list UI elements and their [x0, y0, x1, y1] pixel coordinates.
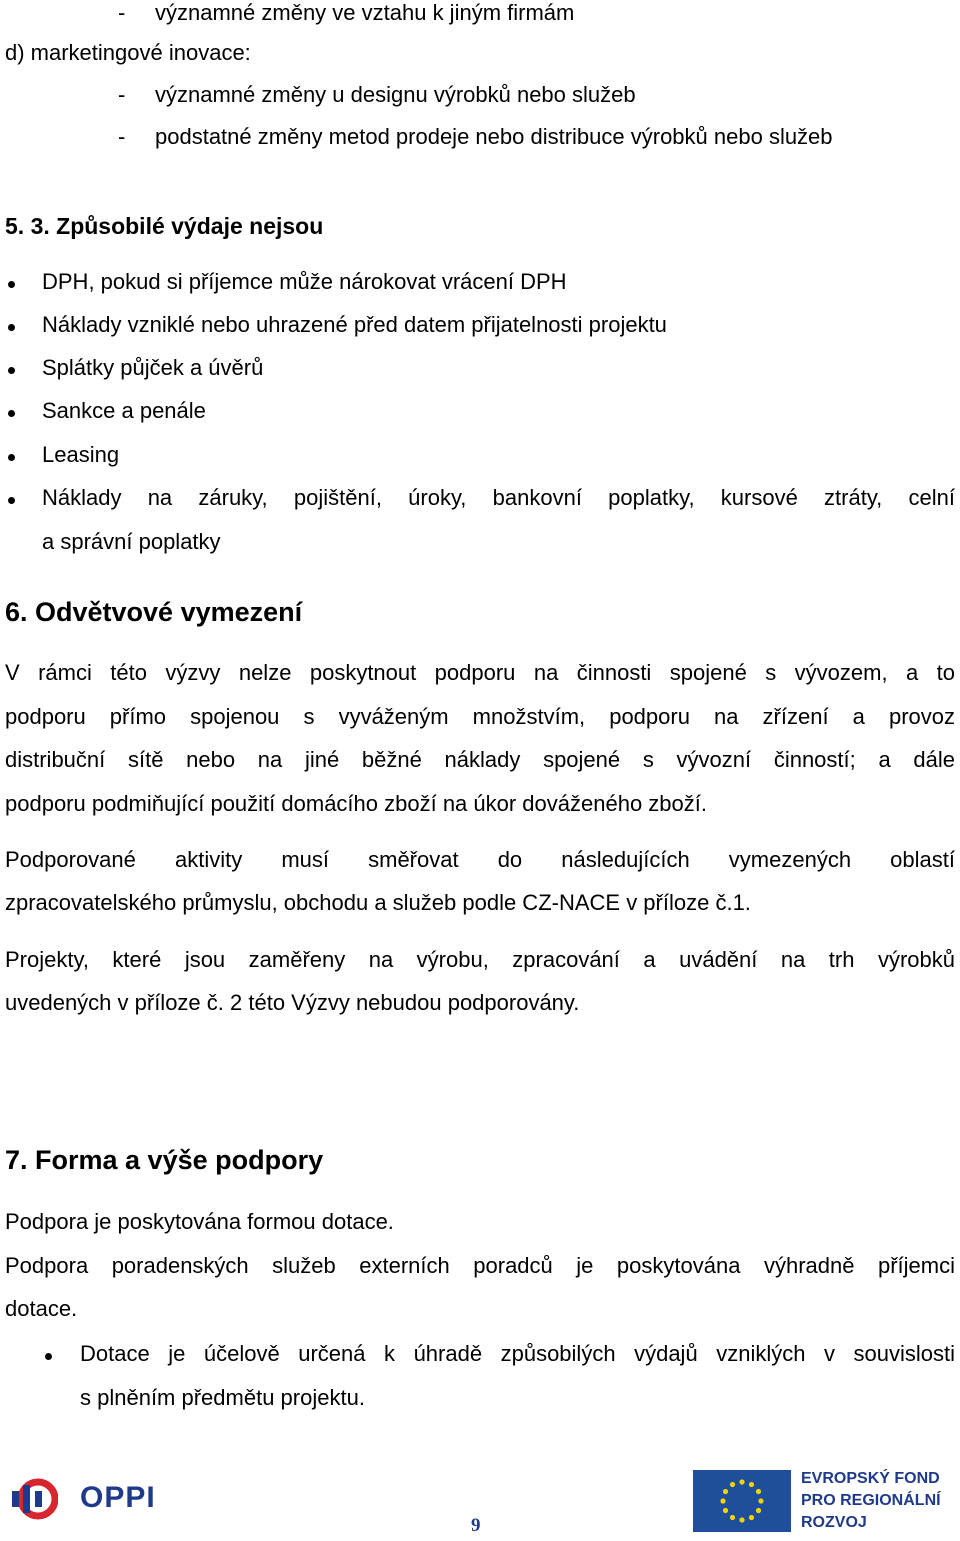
list-item: Leasing: [42, 442, 120, 467]
paragraph-line: uvedených v příloze č. 2 této Výzvy nebudou podporovány.: [5, 990, 580, 1015]
bullet-icon: [8, 497, 15, 504]
sub-heading: d) marketingové inovace:: [5, 40, 251, 65]
list-item: DPH, pokud si příjemce může nárokovat vrácení DPH: [42, 269, 567, 294]
oppi-emblem-icon: [12, 1475, 58, 1523]
section-heading: 5. 3. Způsobilé výdaje nejsou: [5, 213, 324, 239]
paragraph-line: dotace.: [5, 1296, 78, 1321]
section-heading: 6. Odvětvové vymezení: [5, 597, 303, 627]
list-item: významné změny u designu výrobků nebo služeb: [155, 82, 636, 107]
oppi-logo-text: OPPI: [80, 1481, 156, 1514]
oppi-logo: [12, 1473, 172, 1525]
paragraph-line: Podpora je poskytována formou dotace.: [5, 1209, 394, 1234]
bullet-icon: [8, 410, 15, 417]
paragraph-line: Podporované aktivity musí směřovat do následujících vymezených oblastí: [5, 847, 955, 872]
paragraph-line: podporu podmiňující použití domácího zboží na úkor dováženého zboží.: [5, 791, 708, 816]
list-item: významné změny ve vztahu k jiným firmám: [155, 0, 575, 25]
bullet-icon: [8, 324, 15, 331]
page-number: 9: [471, 1515, 481, 1536]
list-item: Náklady na záruky, pojištění, úroky, bankovní poplatky, kursové ztráty, celní: [42, 485, 955, 510]
dash-marker: -: [118, 82, 126, 107]
list-item: Dotace je účelově určená k úhradě způsobilých výdajů vzniklých v souvislosti: [80, 1341, 955, 1366]
eu-logo-line: EVROPSKÝ FOND: [801, 1470, 940, 1487]
paragraph-line: distribuční sítě nebo na jiné běžné náklady spojené s vývozní činností; a dále: [5, 747, 955, 772]
list-item-continuation: a správní poplatky: [42, 529, 221, 554]
section-heading: 7. Forma a výše podpory: [5, 1145, 324, 1175]
bullet-icon: [45, 1353, 52, 1360]
paragraph-line: podporu přímo spojenou s vyváženým množstvím, podporu na zřízení a provoz: [5, 704, 955, 729]
paragraph-line: Projekty, které jsou zaměřeny na výrobu, zpracování a uvádění na trh výrobků: [5, 947, 955, 972]
eu-flag-icon: [693, 1470, 791, 1532]
paragraph-line: Podpora poradenských služeb externích poradců je poskytována výhradně příjemci: [5, 1253, 955, 1278]
list-item: podstatné změny metod prodeje nebo distribuce výrobků nebo služeb: [155, 124, 833, 149]
eu-logo-line: ROZVOJ: [801, 1514, 867, 1531]
list-item-continuation: s plněním předmětu projektu.: [80, 1385, 365, 1410]
bullet-icon: [8, 367, 15, 374]
dash-marker: -: [118, 124, 126, 149]
list-item: Náklady vzniklé nebo uhrazené před datem přijatelnosti projektu: [42, 312, 667, 337]
paragraph-line: zpracovatelského průmyslu, obchodu a služeb podle CZ-NACE v příloze č.1.: [5, 890, 751, 915]
bullet-icon: [8, 281, 15, 288]
eu-logo-line: PRO REGIONÁLNÍ: [801, 1492, 941, 1509]
paragraph-line: V rámci této výzvy nelze poskytnout podporu na činnosti spojené s vývozem, a to: [5, 660, 955, 685]
bullet-icon: [8, 454, 15, 461]
list-item: Sankce a penále: [42, 398, 206, 423]
list-item: Splátky půjček a úvěrů: [42, 355, 264, 380]
eu-logo: [693, 1470, 955, 1534]
dash-marker: -: [118, 0, 126, 25]
